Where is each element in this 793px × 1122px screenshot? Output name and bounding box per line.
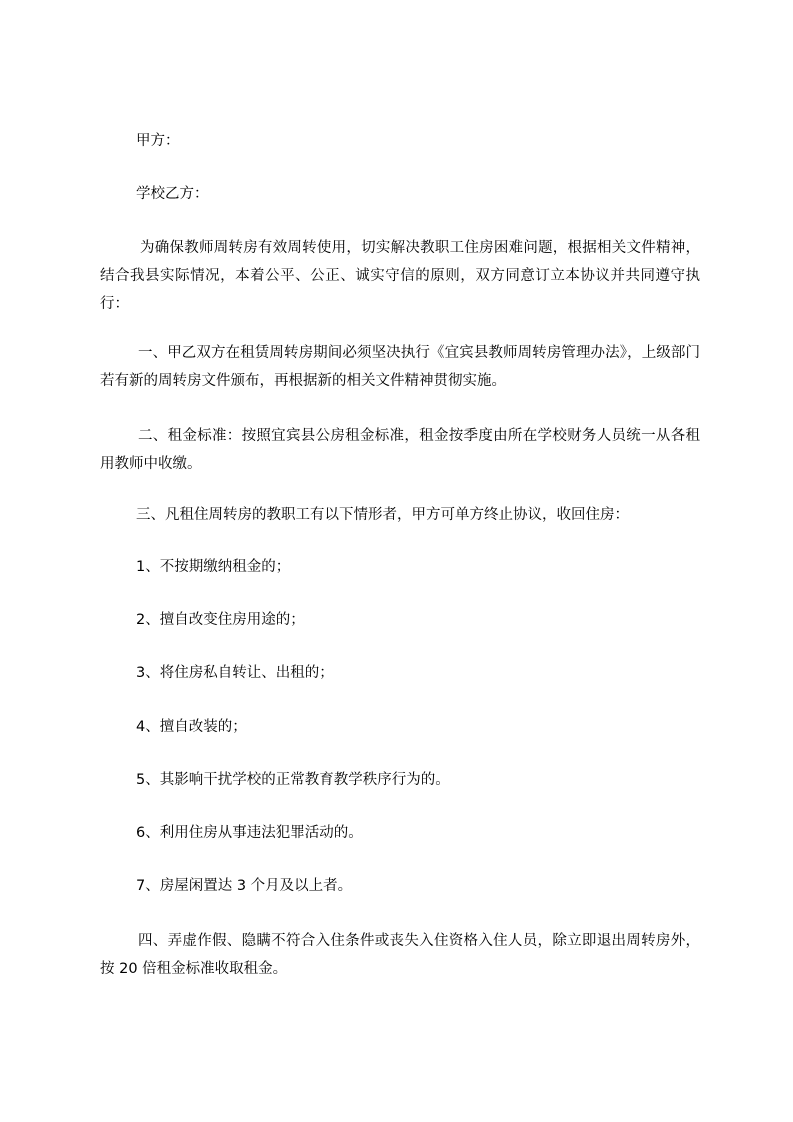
list-item: 7、房屋闲置达 3 个月及以上者。 <box>136 878 353 894</box>
list-item: 1、不按期缴纳租金的； <box>136 559 291 575</box>
list-item: 4、擅自改装的； <box>136 719 247 735</box>
party-b-label: 学校乙方： <box>136 186 209 202</box>
clause-4-paragraph: 四、弄虚作假、隐瞒不符合入住条件或丧失入住资格入住人员，除立即退出周转房外，按 20 倍租金标准收取租金。 <box>100 933 700 977</box>
party-a-label: 甲方： <box>136 133 180 149</box>
clause-2-paragraph: 二、租金标准：按照宜宾县公房租金标准，租金按季度由所在学校财务人员统一从各租用教师中收缴。 <box>100 428 700 472</box>
list-item: 2、擅自改变住房用途的； <box>136 612 305 628</box>
list-item: 6、利用住房从事违法犯罪活动的。 <box>136 825 363 841</box>
clause-3-paragraph: 三、凡租住周转房的教职工有以下情形者，甲方可单方终止协议，收回住房： <box>136 507 629 523</box>
intro-paragraph: 为确保教师周转房有效周转使用，切实解决教职工住房困难问题，根据相关文件精神，结合我县实际情况，本着公平、公正、诚实守信的原则，双方同意订立本协议并共同遵守执行： <box>100 240 700 312</box>
list-item: 3、将住房私自转让、出租的； <box>136 665 334 681</box>
list-item: 5、其影响干扰学校的正常教育教学秩序行为的。 <box>136 772 450 788</box>
clause-1-paragraph: 一、甲乙双方在租赁周转房期间必须坚决执行《宜宾县教师周转房管理办法》，上级部门若有新的周转房文件颁布，再根据新的相关文件精神贯彻实施。 <box>100 345 700 389</box>
